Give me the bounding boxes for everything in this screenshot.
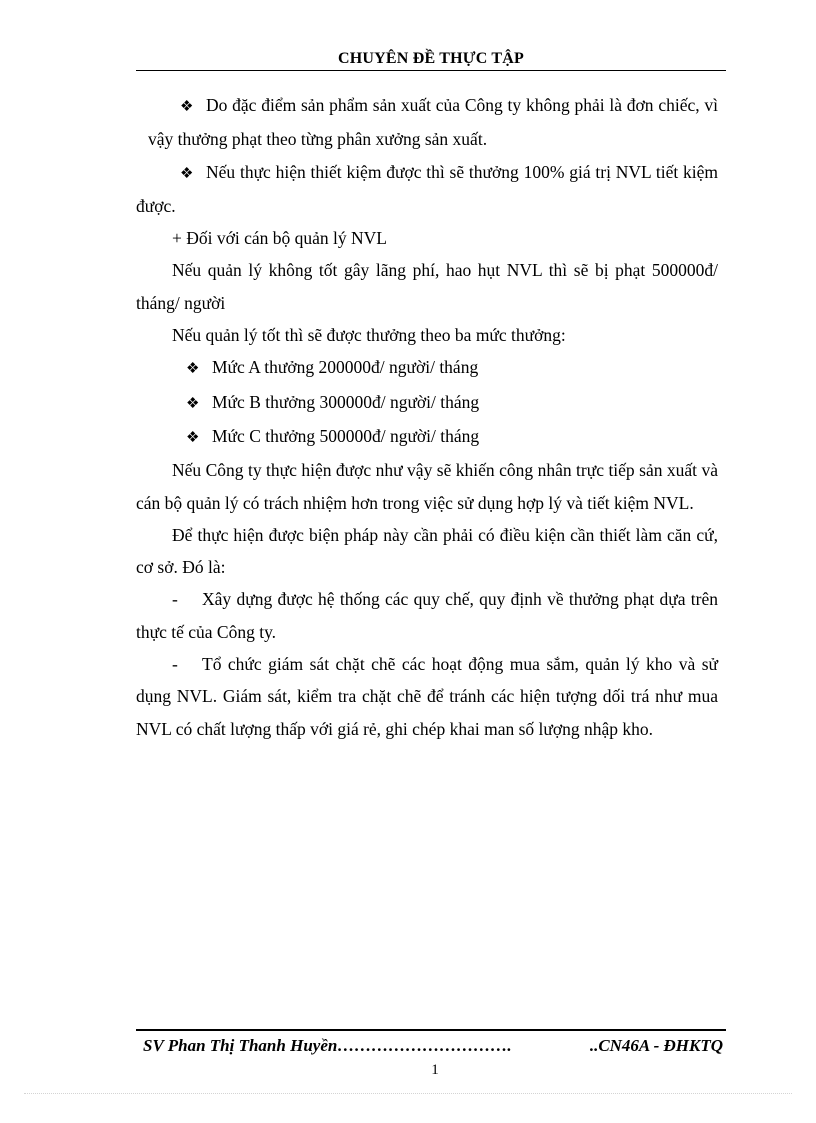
paragraph: Nếu quản lý tốt thì sẽ được thưởng theo ba mức thưởng: <box>172 325 566 346</box>
bullet-paragraph <box>136 89 718 156</box>
reward-level-text: Mức C thưởng 500000đ/ người/ tháng <box>212 425 480 446</box>
dash-bullet-icon: - <box>172 654 178 675</box>
reward-level-text: Mức A thưởng 200000đ/ người/ tháng <box>212 357 479 378</box>
page-number: 1 <box>431 1062 439 1078</box>
dash-item-text: Xây dựng được hệ thống các quy chế, quy định về thưởng phạt dựa trên thực tế của Công ty. <box>136 589 718 642</box>
dash-bullet-icon: - <box>172 589 178 610</box>
dash-item-text: Tổ chức giám sát chặt chẽ các hoạt động mua sắm, quản lý kho và sử dụng NVL. Giám sát, kiểm tra chặt chẽ để tránh các hiện tượng dối trá như mua NVL có chất lượng thấp với giá rẻ, ghi chép khai man số lượng nhập kho. <box>136 654 718 739</box>
page-bottom-border <box>24 1093 792 1094</box>
footer-divider <box>136 1029 726 1031</box>
diamond-bullet-icon: ❖ <box>186 429 200 446</box>
reward-level-text: Mức B thưởng 300000đ/ người/ tháng <box>212 391 480 412</box>
paragraph: Nếu quản lý không tốt gây lãng phí, hao hụt NVL thì sẽ bị phạt 500000đ/ tháng/ người <box>136 260 718 313</box>
dash-list-item <box>136 583 718 648</box>
diamond-bullet-icon: ❖ <box>186 361 200 378</box>
footer-author: SV Phan Thị Thanh Huyền…………………………. <box>143 1036 512 1055</box>
bullet-text: Nếu thực hiện thiết kiệm được thì sẽ thưởng 100% giá trị NVL tiết kiệm được. <box>136 161 718 216</box>
document-footer <box>143 1036 723 1056</box>
footer-class: ..CN46A - ĐHKTQ <box>589 1036 723 1055</box>
reward-level-item <box>136 386 718 420</box>
reward-level-item <box>136 351 718 385</box>
reward-level-item <box>136 420 718 454</box>
bullet-text: Do đặc điểm sản phẩm sản xuất của Công ty không phải là đơn chiếc, vì vậy thưởng phạt theo từng phân xưởng sản xuất. <box>148 95 718 150</box>
bullet-paragraph <box>136 156 718 223</box>
diamond-bullet-icon: ❖ <box>180 165 194 182</box>
diamond-bullet-icon: ❖ <box>180 99 194 115</box>
document-body <box>136 89 718 745</box>
dash-list-item <box>136 648 718 745</box>
diamond-bullet-icon: ❖ <box>186 395 200 412</box>
header-divider <box>136 70 726 71</box>
section-heading: + Đối với cán bộ quản lý NVL <box>172 228 387 249</box>
paragraph: Nếu Công ty thực hiện được như vậy sẽ khiến công nhân trực tiếp sản xuất và cán bộ quản lý có trách nhiệm hơn trong việc sử dụng hợp lý và tiết kiệm NVL. <box>136 460 718 513</box>
paragraph: Để thực hiện được biện pháp này cần phải có điều kiện cần thiết làm căn cứ, cơ sở. Đó là: <box>136 524 718 578</box>
document-header-title: CHUYÊN ĐỀ THỰC TẬP <box>338 50 524 67</box>
